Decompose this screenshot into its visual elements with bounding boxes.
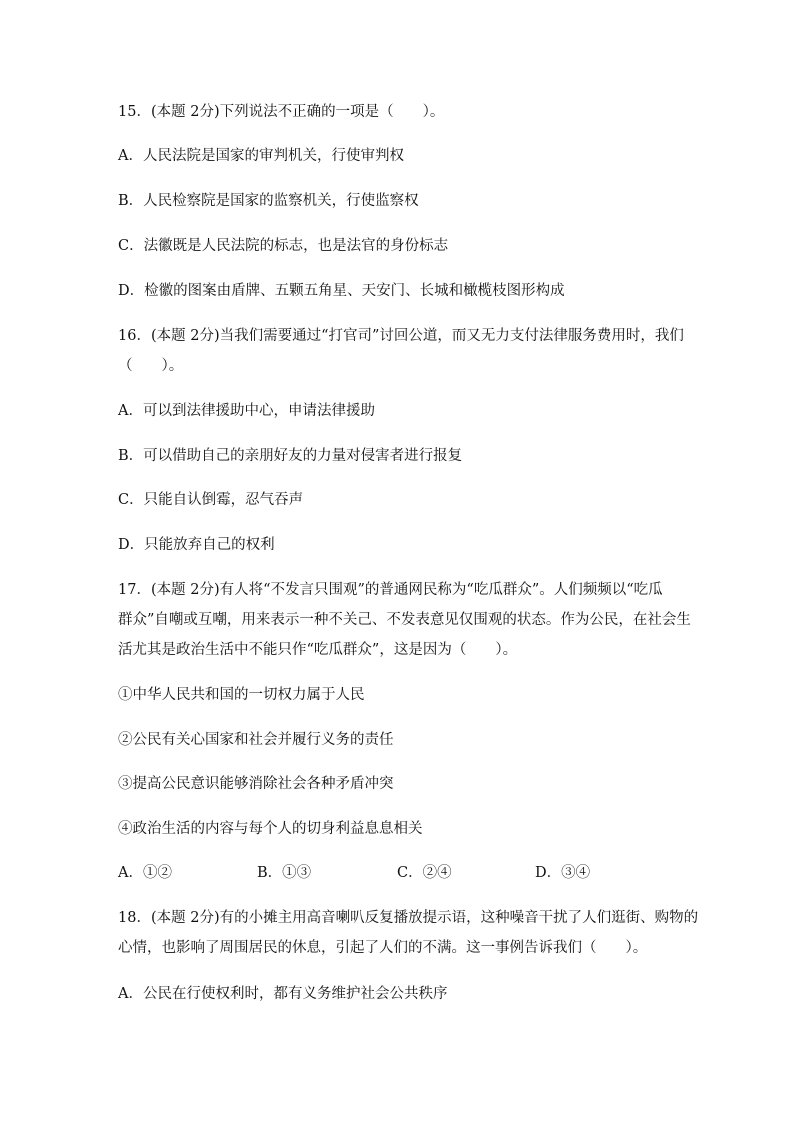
question-16-option-c: C．只能自认倒霉，忍气吞声 (118, 492, 304, 508)
question-16-option-a: A．可以到法律援助中心，申请法律援助 (118, 403, 375, 419)
question-17-statement-2: ②公民有关心国家和社会并履行义务的责任 (118, 732, 394, 748)
question-17-statement-4: ④政治生活的内容与每个人的切身利益息息相关 (118, 821, 423, 837)
question-15-option-b: B．人民检察院是国家的监察机关，行使监察权 (118, 193, 419, 209)
question-17-option-d: D．③④ (535, 865, 591, 881)
question-15-option-c: C．法徽既是人民法院的标志，也是法官的身份标志 (118, 238, 449, 254)
question-16-option-d: D．只能放弃自己的权利 (118, 537, 275, 553)
question-16-stem-line-2: （ ）。 (118, 358, 184, 374)
question-15-option-d: D．检徽的图案由盾牌、五颗五角星、天安门、长城和橄榄枝图形构成 (118, 283, 565, 299)
question-15-stem: 15．(本题 2分)下列说法不正确的一项是（ ）。 (118, 104, 445, 120)
question-18-option-a: A．公民在行使权利时，都有义务维护社会公共秩序 (118, 986, 448, 1002)
question-17-option-c: C．②④ (397, 865, 452, 881)
question-17-stem-line-3: 活尤其是政治生活中不能只作“吃瓜群众”，这是因为（ ）。 (118, 642, 518, 658)
question-18-stem-line-1: 18．(本题 2分)有的小摊主用高音喇叭反复播放提示语，这种噪音干扰了人们逛街、购物的 (118, 910, 699, 926)
question-17-stem-line-2: 群众”自嘲或互嘲，用来表示一种不关己、不发表意见仅围观的状态。作为公民，在社会生 (118, 612, 691, 628)
question-17-statement-1: ①中华人民共和国的一切权力属于人民 (118, 687, 365, 703)
question-15-option-a: A．人民法院是国家的审判机关，行使审判权 (118, 148, 404, 164)
question-17-options (118, 863, 678, 883)
question-17-statement-3: ③提高公民意识能够消除社会各种矛盾冲突 (118, 776, 394, 792)
question-17-stem-line-1: 17．(本题 2分)有人将“不发言只围观”的普通网民称为“吃瓜群众”。人们频频以“吃瓜 (118, 582, 663, 598)
question-17-option-b: B．①③ (257, 865, 312, 881)
question-16-option-b: B．可以借助自己的亲朋好友的力量对侵害者进行报复 (118, 448, 463, 464)
question-18-stem-line-2: 心情，也影响了周围居民的休息，引起了人们的不满。这一事例告诉我们（ ）。 (118, 940, 648, 956)
question-16-stem-line-1: 16．(本题 2分)当我们需要通过“打官司”讨回公道，而又无力支付法律服务费用时，我们 (118, 328, 684, 344)
question-17-option-a: A．①② (118, 865, 172, 881)
